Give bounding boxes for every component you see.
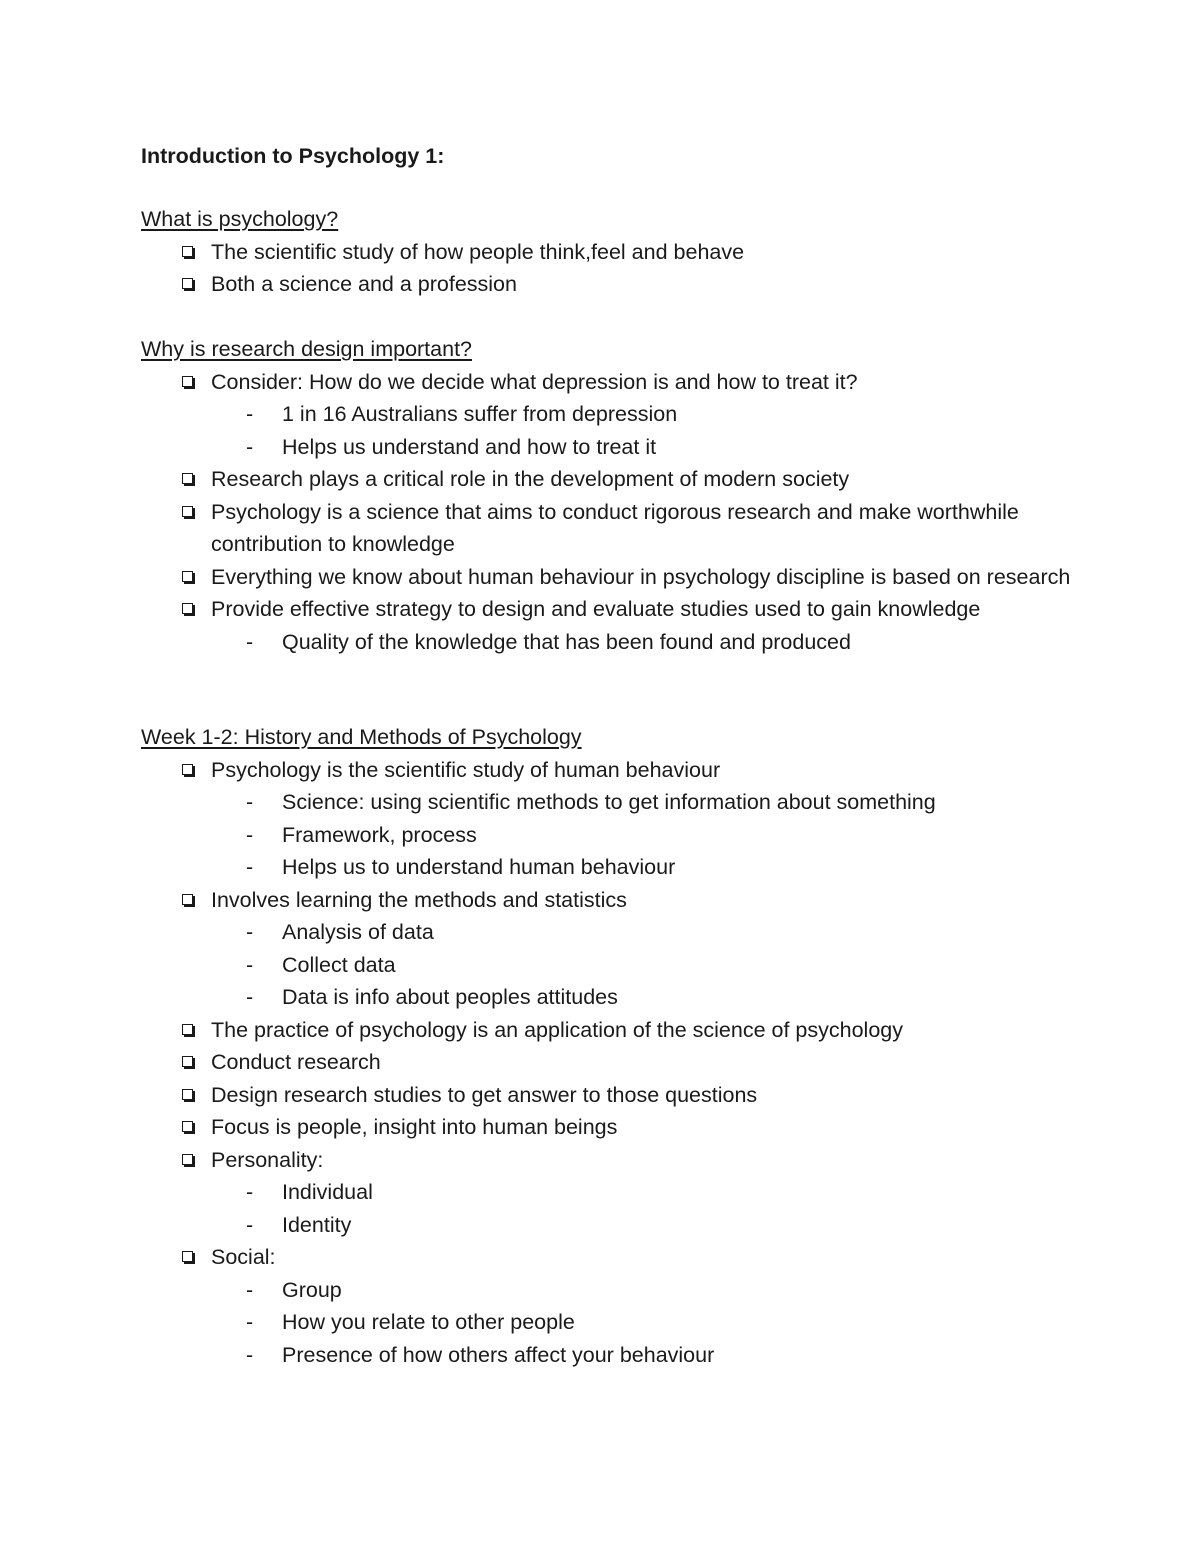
dash-bullet-icon: - [246,1277,254,1302]
sub-bullet-text: 1 in 16 Australians suffer from depression [282,402,678,426]
sub-bullet-text: Analysis of data [282,920,434,944]
dash-bullet-icon: - [246,1310,254,1334]
bullet-text: Research plays a critical role in the development of modern society [211,467,850,491]
bullet-text: Design research studies to get answer to those questions [211,1082,758,1107]
bullet-text: Consider: How do we decide what depression is and how to treat it? [211,369,858,394]
bullet-text: Social: [211,1245,276,1269]
sub-bullet-item [141,431,1081,464]
dash-bullet-icon: - [246,855,254,879]
document-title: Introduction to Psychology 1: [141,144,445,168]
bullet-text: Provide effective strategy to design and evaluate studies used to gain knowledge [211,597,981,621]
bullet-text: Conduct research [211,1050,381,1074]
dash-bullet-icon: - [246,1342,254,1367]
sub-bullet-text: Framework, process [282,822,477,847]
sub-bullet-item [141,981,1081,1014]
checkbox-bullet-icon [182,1089,193,1100]
section-what-is-psychology [141,203,1081,301]
checkbox-bullet-icon [182,506,193,517]
sub-bullet-item [141,626,1081,659]
sub-bullet-text: Collect data [282,952,396,977]
checkbox-bullet-item [141,1241,1081,1274]
checkbox-bullet-icon [182,473,193,484]
section-heading: What is psychology? [141,207,339,231]
checkbox-bullet-item [141,1046,1081,1079]
checkbox-bullet-item [141,1144,1081,1177]
sub-bullet-item [141,786,1081,819]
bullet-text: Focus is people, insight into human beings [211,1115,618,1139]
sub-bullet-item [141,1209,1081,1242]
dash-bullet-icon: - [246,1212,254,1237]
checkbox-bullet-icon [182,246,193,257]
sub-bullet-text: Helps us to understand human behaviour [282,855,676,879]
checkbox-bullet-icon [182,894,193,905]
sub-bullet-item [141,949,1081,982]
sub-bullet-text: Science: using scientific methods to get information about something [282,790,936,814]
checkbox-bullet-item [141,496,1081,561]
checkbox-bullet-item [141,1014,1081,1047]
section-history-methods [141,721,1081,1371]
sub-bullet-text: Individual [282,1180,373,1204]
checkbox-bullet-icon [182,571,193,582]
section-heading: Week 1-2: History and Methods of Psychology [141,725,582,749]
checkbox-bullet-icon [182,1024,193,1035]
sub-bullet-item [141,1339,1081,1372]
sub-bullet-item [141,819,1081,852]
dash-bullet-icon: - [246,434,254,459]
sub-bullet-text: Group [282,1277,342,1302]
sub-bullet-item [141,1274,1081,1307]
checkbox-bullet-icon [182,278,193,289]
sub-bullet-item [141,398,1081,431]
checkbox-bullet-icon [182,1154,193,1165]
dash-bullet-icon: - [246,1180,254,1204]
checkbox-bullet-item [141,366,1081,399]
checkbox-bullet-item [141,268,1081,301]
sub-bullet-text: How you relate to other people [282,1310,575,1334]
checkbox-bullet-item [141,1111,1081,1144]
section-research-design [141,333,1081,658]
bullet-text: Psychology is a science that aims to conduct rigorous research and make worthwhile contribution to knowledge [211,499,1019,556]
sub-bullet-item [141,1176,1081,1209]
bullet-text: The scientific study of how people think,feel and behave [211,239,745,264]
checkbox-bullet-icon [182,1121,193,1132]
sub-bullet-text: Data is info about peoples attitudes [282,985,618,1009]
dash-bullet-icon: - [246,822,254,847]
dash-bullet-icon: - [246,629,254,654]
dash-bullet-icon: - [246,985,254,1009]
checkbox-bullet-item [141,754,1081,787]
dash-bullet-icon: - [246,952,254,977]
checkbox-bullet-icon [182,603,193,614]
checkbox-bullet-icon [182,376,193,387]
dash-bullet-icon: - [246,402,254,426]
sub-bullet-text: Helps us understand and how to treat it [282,434,657,459]
bullet-text: Psychology is the scientific study of human behaviour [211,757,721,782]
bullet-text: Everything we know about human behaviour in psychology discipline is based on research [211,564,1071,589]
checkbox-bullet-item [141,1079,1081,1112]
sub-bullet-text: Quality of the knowledge that has been found and produced [282,629,851,654]
dash-bullet-icon: - [246,920,254,944]
checkbox-bullet-icon [182,1056,193,1067]
sub-bullet-text: Identity [282,1212,352,1237]
checkbox-bullet-icon [182,764,193,775]
checkbox-bullet-item [141,593,1081,626]
checkbox-bullet-icon [182,1251,193,1262]
checkbox-bullet-item [141,884,1081,917]
sub-bullet-item [141,916,1081,949]
bullet-text: Involves learning the methods and statistics [211,887,627,912]
bullet-text: The practice of psychology is an application of the science of psychology [211,1017,903,1042]
sub-bullet-item [141,1306,1081,1339]
sub-bullet-text: Presence of how others affect your behaviour [282,1342,715,1367]
sub-bullet-item [141,851,1081,884]
dash-bullet-icon: - [246,790,254,814]
checkbox-bullet-item [141,561,1081,594]
section-heading: Why is research design important? [141,337,473,361]
checkbox-bullet-item [141,463,1081,496]
bullet-text: Personality: [211,1147,324,1172]
bullet-text: Both a science and a profession [211,272,517,296]
checkbox-bullet-item [141,236,1081,269]
